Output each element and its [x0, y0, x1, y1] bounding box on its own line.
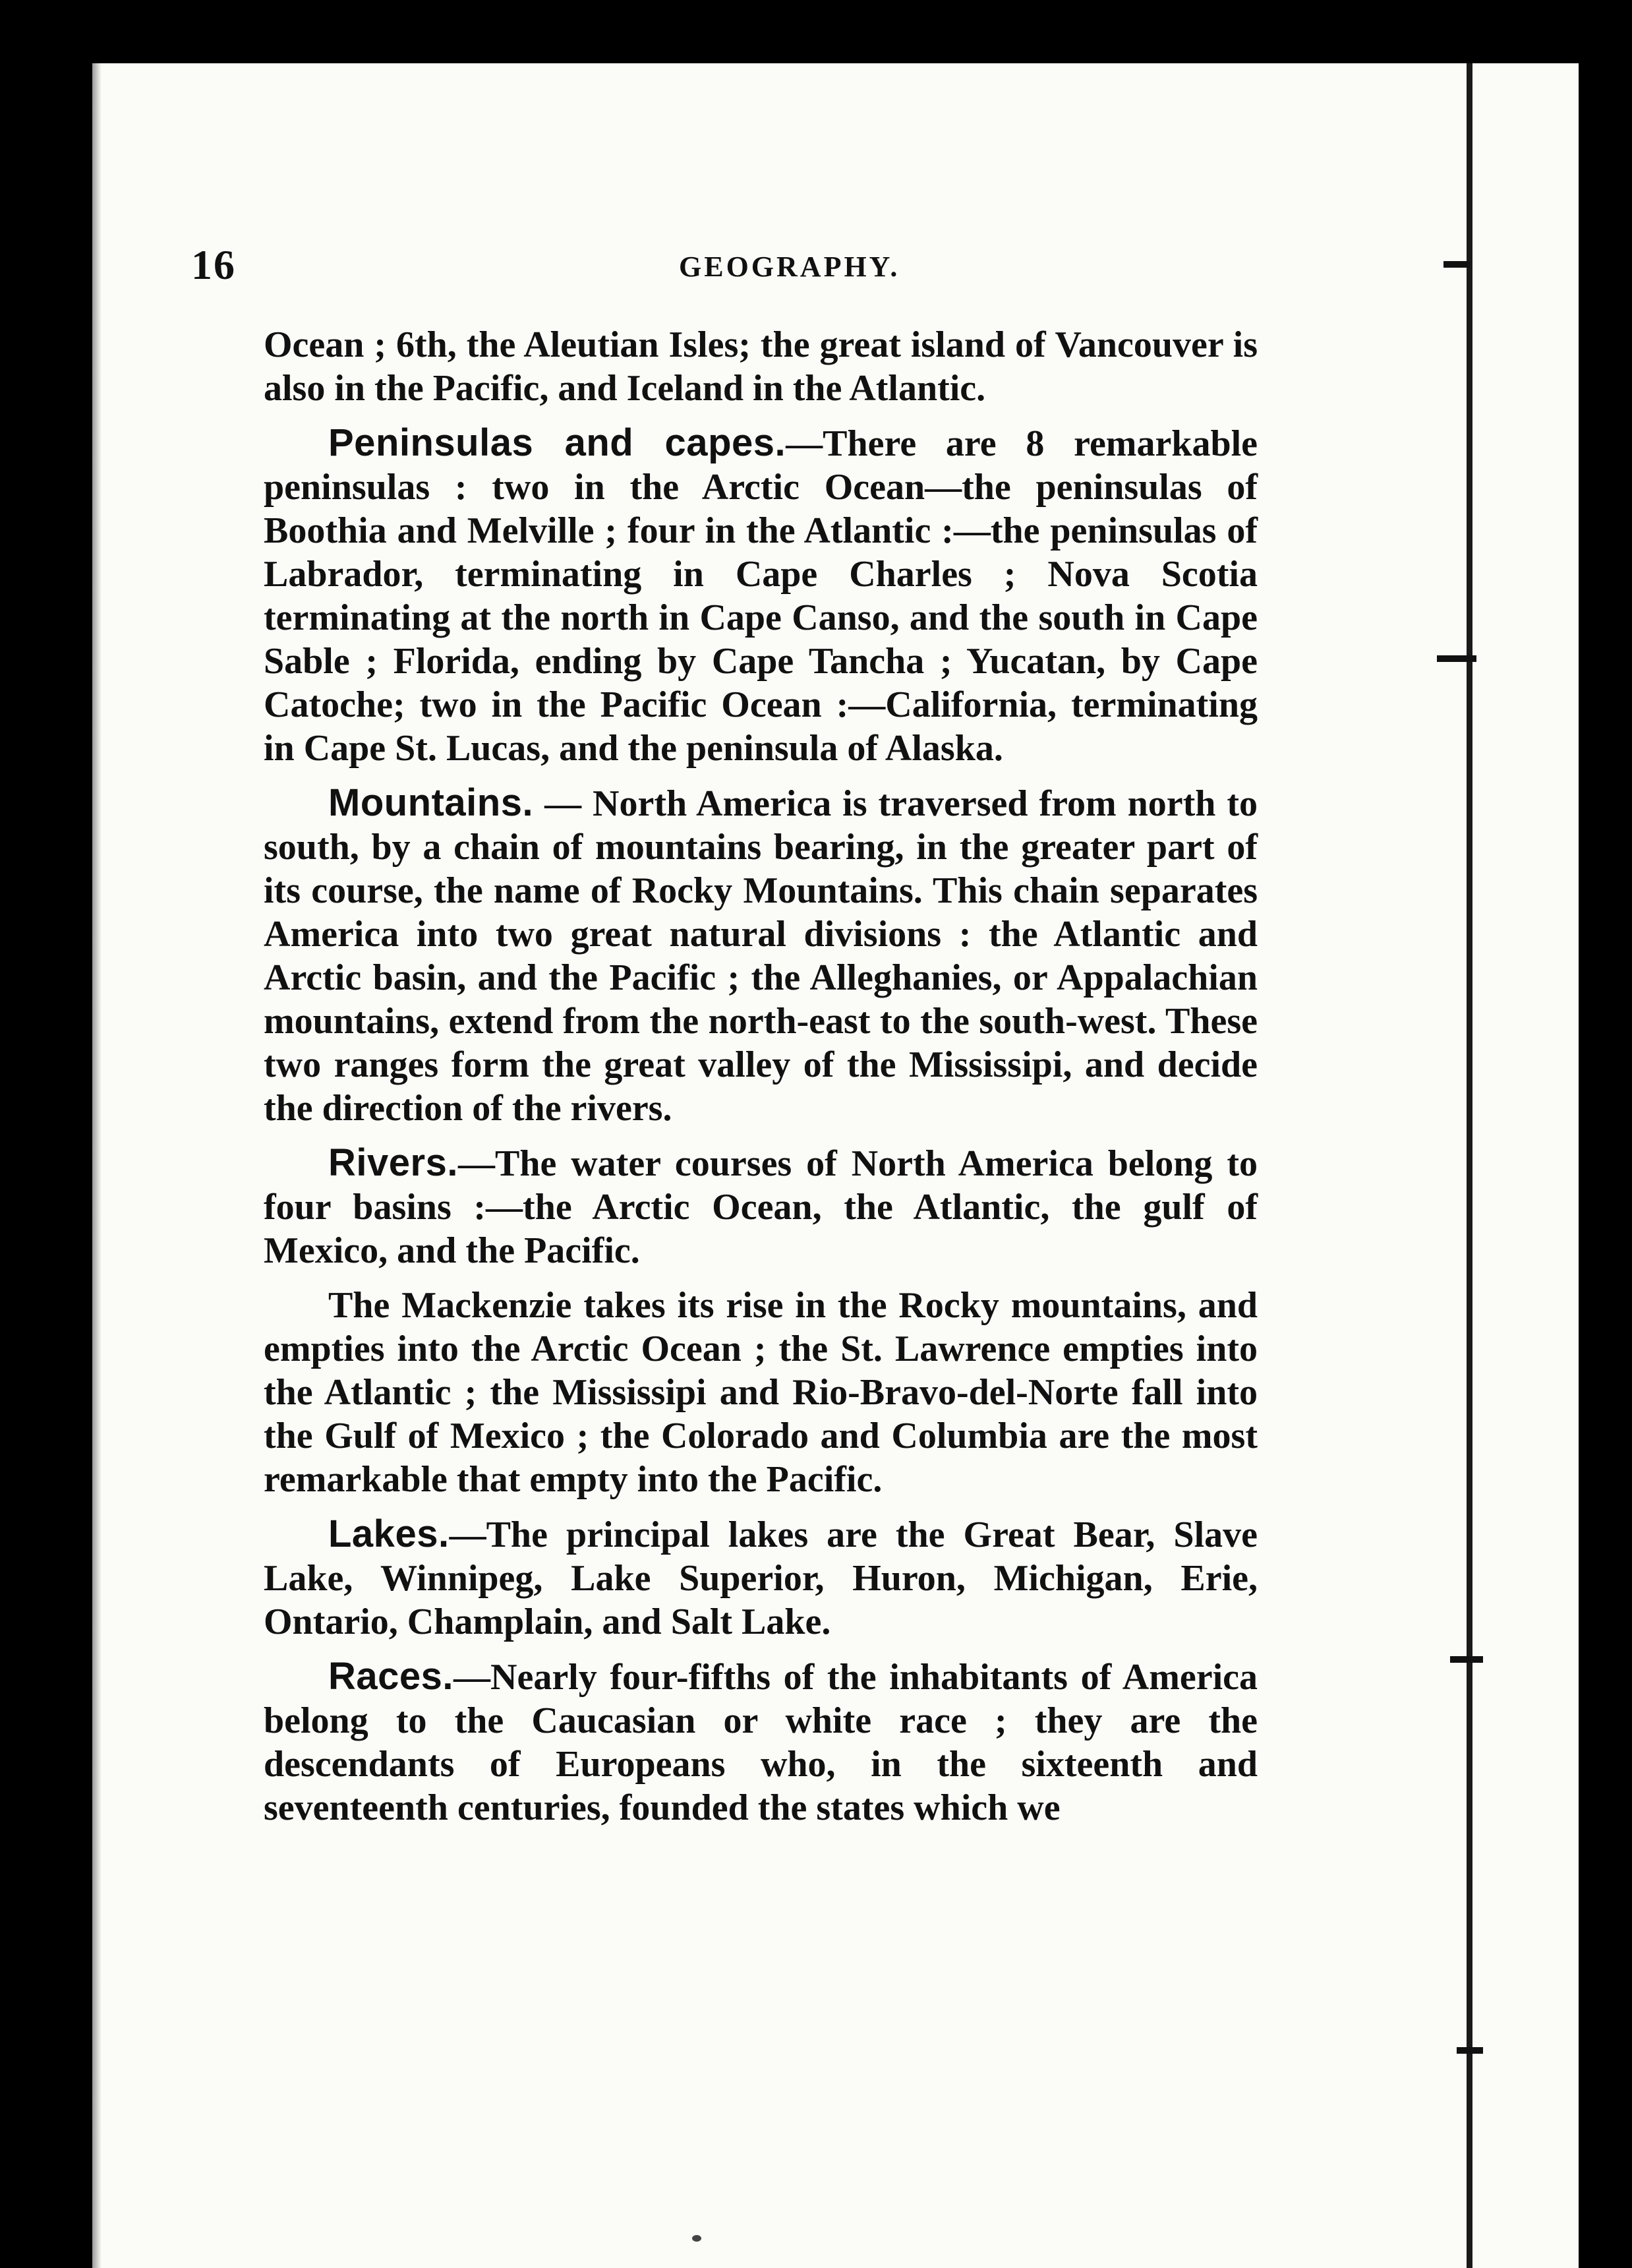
binding-tab-mark	[1437, 655, 1476, 662]
paragraph-text: — North America is traversed from north to south, by a chain of mountains bearing, in the greater part of its course, the name of Rocky Mountains. This chain separates America into two great natural divisions : the Atlantic and Arctic basin, and the Pacific ; the Alleghanies, or Appalachian mountains, extend from the north-east to the south-west. These two ranges form the great valley of the Mississipi, and decide the direction of the rivers.	[264, 783, 1258, 1129]
paragraph-text: —The water courses of North America belong to four basins :—the Arctic Ocean, the Atlantic, the gulf of Mexico, and the Pacific.	[264, 1143, 1258, 1271]
paragraph-rivers-detail	[264, 1284, 1258, 1501]
running-head: GEOGRAPHY.	[679, 251, 900, 283]
ink-smudge	[692, 2235, 701, 2242]
paragraph-text: —There are 8 remarkable peninsulas : two in the Arctic Ocean—the peninsulas of Boothia and Melville ; four in the Atlantic :—the peninsulas of Labrador, terminating in Cape Charles ; Nova Scotia terminating at the north in Cape Canso, and the south in Cape Sable ; Florida, ending by Cape Tancha ; Yucatan, by Cape Catoche; two in the Pacific Ocean :—California, terminating in Cape St. Lucas, and the peninsula of Alaska.	[264, 423, 1258, 769]
binding-tab-mark	[1457, 2047, 1483, 2054]
paragraph-races	[264, 1655, 1258, 1830]
paragraph-ocean-continuation	[264, 323, 1258, 410]
section-heading-peninsulas: Peninsulas and capes.	[328, 421, 786, 464]
page-header	[191, 241, 1259, 300]
binding-tab-mark	[1450, 1656, 1483, 1663]
page-number: 16	[191, 241, 236, 288]
page-gutter-shadow	[92, 63, 102, 2268]
paragraph-rivers	[264, 1141, 1258, 1272]
paragraph-lakes	[264, 1512, 1258, 1644]
binding-tab-mark	[1443, 261, 1470, 268]
paragraph-peninsulas	[264, 421, 1258, 770]
section-heading-races: Races.	[328, 1655, 454, 1698]
section-heading-rivers: Rivers.	[328, 1141, 458, 1184]
paragraph-mountains	[264, 781, 1258, 1130]
paragraph-text: The Mackenzie takes its rise in the Rocky mountains, and empties into the Arctic Ocean ; the St. Lawrence empties into the Atlantic ; the Mississipi and Rio-Bravo-del-Norte fall into the Gulf of Mexico ; the Colorado and Columbia are the most remarkable that empty into the Pacific.	[264, 1285, 1258, 1500]
paragraph-text: Ocean ; 6th, the Aleutian Isles; the great island of Vancouver is also in the Pacific, and Iceland in the Atlantic.	[264, 324, 1258, 409]
binding-line	[1467, 63, 1472, 2268]
binding-edge	[1430, 63, 1579, 2268]
paragraph-text: —The principal lakes are the Great Bear, Slave Lake, Winnipeg, Lake Superior, Huron, Michigan, Erie, Ontario, Champlain, and Salt Lake.	[264, 1514, 1258, 1642]
paragraph-text: —Nearly four-fifths of the inhabitants of America belong to the Caucasian or white race ; they are the descendants of Europeans who, in the sixteenth and seventeenth centuries, founded the states which we	[264, 1657, 1258, 1828]
body-text	[264, 323, 1258, 1841]
section-heading-lakes: Lakes.	[328, 1512, 450, 1555]
section-heading-mountains: Mountains.	[328, 781, 534, 824]
